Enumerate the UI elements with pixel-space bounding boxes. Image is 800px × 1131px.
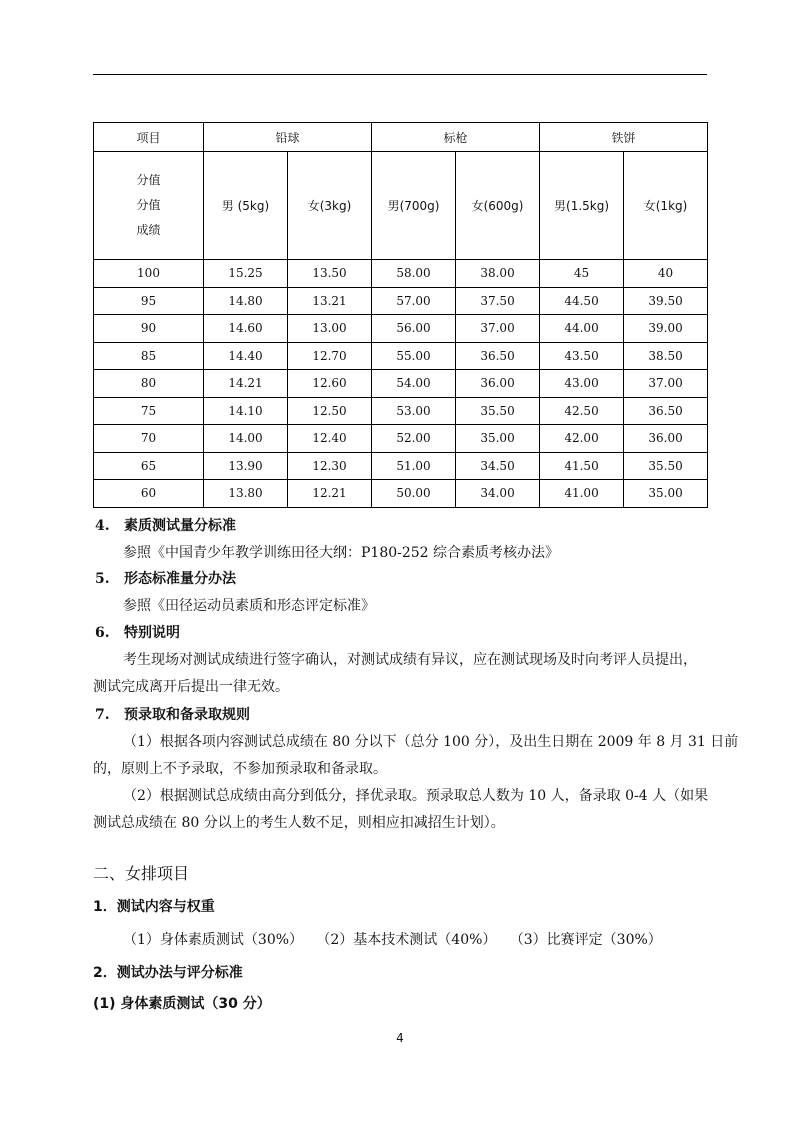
page-number: 4: [396, 1031, 404, 1045]
section-7-p2-line-2: 测试总成绩在 80 分以上的考生人数不足，则相应扣减招生计划）。: [93, 815, 505, 831]
result-cell: 12.50: [288, 397, 372, 425]
score-value-cell: 90: [94, 315, 204, 343]
part-2-sub-3: (1) 身体素质测试（30 分）: [93, 996, 271, 1012]
section-5-text: 参照《田径运动员素质和形态评定标准》: [123, 598, 375, 614]
section-7-p2-line-1: （2）根据测试总成绩由高分到低分，择优录取。预录取总人数为 10 人，备录取 0-4 人（如果: [123, 788, 709, 804]
result-cell: 12.40: [288, 425, 372, 453]
result-cell: 35.50: [624, 452, 708, 480]
result-cell: 13.90: [204, 452, 288, 480]
result-cell: 39.00: [624, 315, 708, 343]
row-label-line: 成绩: [136, 223, 161, 237]
result-cell: 57.00: [372, 287, 456, 315]
score-value-cell: 85: [94, 342, 204, 370]
row-label-line: 分值: [136, 198, 161, 212]
result-cell: 39.50: [624, 287, 708, 315]
result-cell: 13.00: [288, 315, 372, 343]
result-cell: 41.50: [540, 452, 624, 480]
result-cell: 14.10: [204, 397, 288, 425]
result-cell: 36.00: [456, 370, 540, 398]
result-cell: 44.50: [540, 287, 624, 315]
section-4-text: 参照《中国青少年教学训练田径大纲：P180-252 综合素质考核办法》: [123, 545, 560, 561]
result-cell: 45: [540, 260, 624, 288]
result-cell: 13.80: [204, 480, 288, 508]
col-header: 男(700g): [372, 152, 456, 260]
section-7-p1-line-2: 的，原则上不予录取，不参加预录取和备录取。: [93, 761, 387, 777]
result-cell: 35.00: [624, 480, 708, 508]
table-header-row: [94, 123, 708, 152]
section-6-line-1: 考生现场对测试成绩进行签字确认，对测试成绩有异议，应在测试现场及时向考评人员提出，: [123, 652, 697, 668]
result-cell: 54.00: [372, 370, 456, 398]
header-shot-put: 铅球: [204, 123, 372, 152]
header-javelin: 标枪: [372, 123, 540, 152]
section-4-heading: [95, 515, 236, 535]
result-cell: 14.60: [204, 315, 288, 343]
result-cell: 36.00: [624, 425, 708, 453]
result-cell: 12.60: [288, 370, 372, 398]
result-cell: 42.00: [540, 425, 624, 453]
part-2-sub-1: 1．测试内容与权重: [93, 899, 215, 915]
result-cell: 37.00: [624, 370, 708, 398]
score-value-cell: 75: [94, 397, 204, 425]
section-title: 形态标准量分办法: [124, 571, 236, 587]
score-value-cell: 80: [94, 370, 204, 398]
result-cell: 14.00: [204, 425, 288, 453]
result-cell: 36.50: [456, 342, 540, 370]
section-5-heading: [95, 568, 236, 588]
table-row: [94, 315, 708, 343]
table-row: [94, 370, 708, 398]
score-value-cell: 60: [94, 480, 204, 508]
result-cell: 34.00: [456, 480, 540, 508]
result-cell: 40: [624, 260, 708, 288]
table-row: [94, 342, 708, 370]
result-cell: 42.50: [540, 397, 624, 425]
col-header: 男(1.5kg): [540, 152, 624, 260]
table-row: [94, 480, 708, 508]
part-2-heading: 二、女排项目: [93, 864, 190, 883]
section-6-heading: [95, 622, 180, 642]
table-row: [94, 397, 708, 425]
section-6-line-2: 测试完成离开后提出一律无效。: [93, 679, 289, 695]
result-cell: 44.00: [540, 315, 624, 343]
score-table: [93, 122, 708, 508]
table-row: [94, 287, 708, 315]
result-cell: 38.50: [624, 342, 708, 370]
section-number: 7.: [95, 707, 110, 723]
table-row: [94, 452, 708, 480]
col-header: 男 (5kg): [204, 152, 288, 260]
result-cell: 14.80: [204, 287, 288, 315]
result-cell: 58.00: [372, 260, 456, 288]
table-row: [94, 425, 708, 453]
result-cell: 55.00: [372, 342, 456, 370]
header-item: 项目: [94, 123, 204, 152]
result-cell: 14.21: [204, 370, 288, 398]
section-7-p1-line-1: （1）根据各项内容测试总成绩在 80 分以下（总分 100 分），及出生日期在 2009 年 8 月 31 日前: [123, 734, 739, 750]
header-rule: [93, 74, 707, 75]
section-title: 特别说明: [124, 625, 180, 641]
result-cell: 37.50: [456, 287, 540, 315]
result-cell: 36.50: [624, 397, 708, 425]
section-title: 素质测试量分标准: [124, 518, 236, 534]
score-value-cell: 100: [94, 260, 204, 288]
result-cell: 12.30: [288, 452, 372, 480]
section-title: 预录取和备录取规则: [124, 707, 250, 723]
col-header: 女(600g): [456, 152, 540, 260]
row-label-line: 分值: [136, 173, 161, 187]
row-label-cell: [94, 152, 204, 260]
col-header: 女(1kg): [624, 152, 708, 260]
part-2-weights: （1）身体素质测试（30%） （2）基本技术测试（40%） （3）比赛评定（30%）: [123, 932, 662, 948]
section-7-heading: [95, 704, 250, 724]
score-body: [94, 260, 708, 508]
header-discus: 铁饼: [540, 123, 708, 152]
result-cell: 13.21: [288, 287, 372, 315]
section-number: 6.: [95, 625, 110, 641]
part-2-sub-2: 2．测试办法与评分标准: [93, 965, 243, 981]
result-cell: 50.00: [372, 480, 456, 508]
section-number: 4.: [95, 518, 110, 534]
result-cell: 53.00: [372, 397, 456, 425]
score-value-cell: 95: [94, 287, 204, 315]
col-header: 女(3kg): [288, 152, 372, 260]
result-cell: 12.70: [288, 342, 372, 370]
score-value-cell: 70: [94, 425, 204, 453]
result-cell: 43.50: [540, 342, 624, 370]
result-cell: 38.00: [456, 260, 540, 288]
result-cell: 35.00: [456, 425, 540, 453]
result-cell: 43.00: [540, 370, 624, 398]
result-cell: 34.50: [456, 452, 540, 480]
score-value-cell: 65: [94, 452, 204, 480]
result-cell: 13.50: [288, 260, 372, 288]
result-cell: 41.00: [540, 480, 624, 508]
section-number: 5.: [95, 571, 110, 587]
result-cell: 37.00: [456, 315, 540, 343]
result-cell: 35.50: [456, 397, 540, 425]
result-cell: 12.21: [288, 480, 372, 508]
table-subheader-row: [94, 152, 708, 260]
result-cell: 52.00: [372, 425, 456, 453]
result-cell: 51.00: [372, 452, 456, 480]
result-cell: 56.00: [372, 315, 456, 343]
table-row: [94, 260, 708, 288]
result-cell: 14.40: [204, 342, 288, 370]
result-cell: 15.25: [204, 260, 288, 288]
